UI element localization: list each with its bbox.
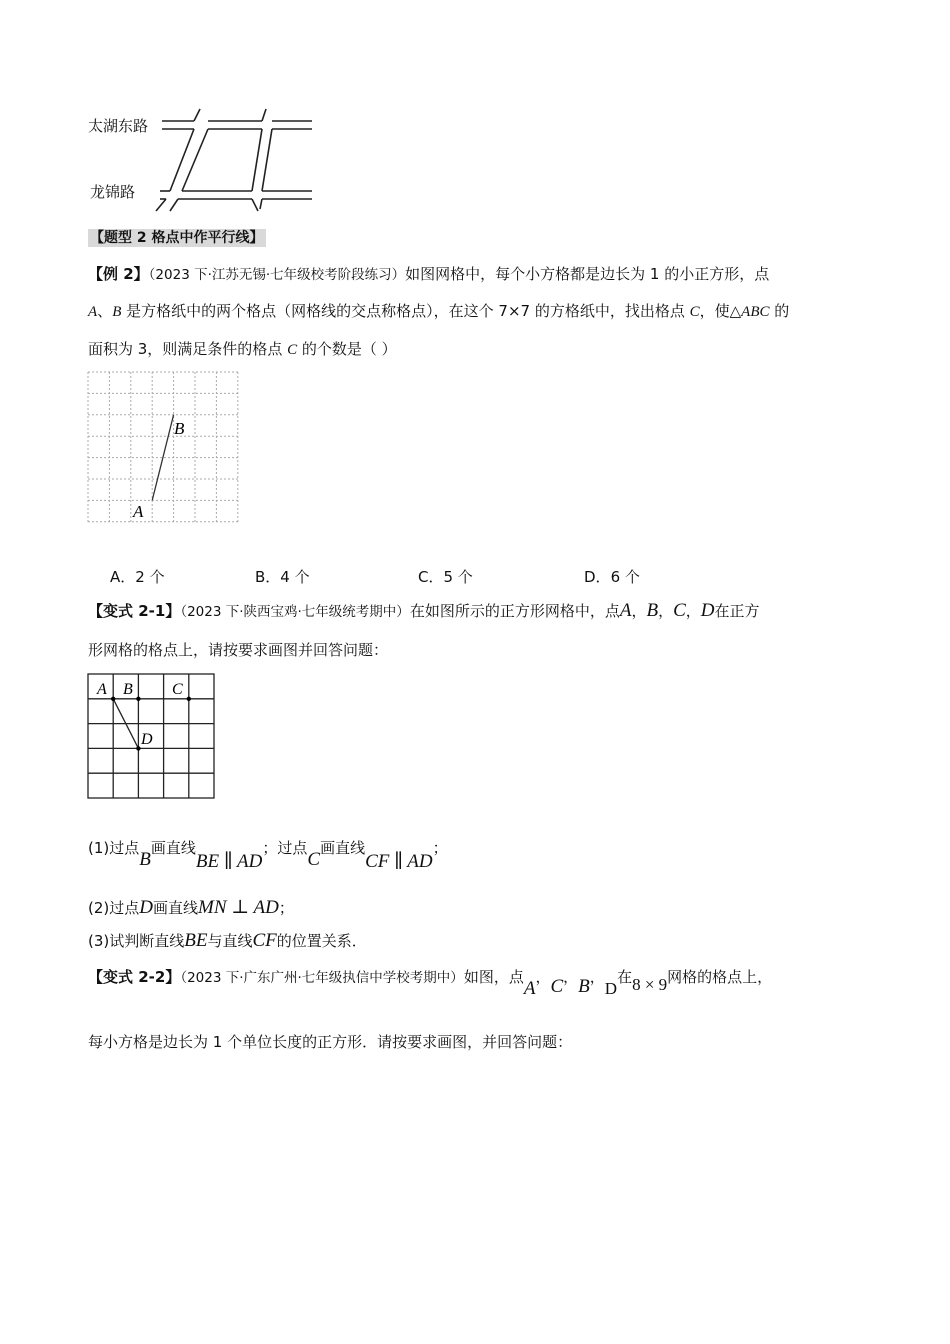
option-d-letter: D．	[584, 568, 611, 586]
q1-text5: ；	[432, 839, 448, 857]
sep: ，	[563, 968, 579, 986]
grid5-label-c: C	[172, 681, 183, 698]
option-b[interactable]	[255, 566, 310, 587]
option-d-text: 6 个	[610, 568, 640, 586]
v21-point-a: A	[619, 600, 632, 621]
option-c[interactable]	[418, 566, 473, 587]
v21-point-c: C	[673, 600, 686, 621]
variant21-source: （2023 下·陕西宝鸡·七年级统考期中）	[180, 604, 410, 620]
q2-line-mn: MN ⊥ AD	[198, 897, 279, 918]
variant22-line2: 每小方格是边长为 1 个单位长度的正方形．请按要求画图，并回答问题：	[88, 1033, 573, 1051]
example2-text3: ，使△	[699, 302, 742, 320]
variant21-line2: 形网格的格点上，请按要求画图并回答问题：	[88, 641, 389, 659]
example2-line2	[88, 301, 789, 322]
variant21-tag: 【变式 2-1】	[88, 602, 181, 620]
variant22-line1	[88, 966, 772, 1006]
example2-text5: 面积为 3，则满足条件的格点	[88, 340, 288, 358]
option-b-letter: B．	[255, 568, 281, 586]
grid-size: 8 × 9	[632, 975, 668, 994]
option-b-text: 4 个	[280, 568, 310, 586]
grid5-label-d: D	[141, 731, 153, 748]
example2-text6: 的个数是（ ）	[297, 340, 397, 358]
option-a-text: 2 个	[135, 568, 165, 586]
segment-ab	[152, 415, 173, 501]
q2-text3: ；	[278, 899, 294, 917]
v22-point-c: C	[550, 976, 564, 997]
dot-a	[111, 697, 115, 701]
q1-line-cf: CF ∥ AD	[365, 851, 433, 872]
variant21-q3	[88, 929, 367, 953]
dot-c	[187, 697, 191, 701]
option-a-letter: A．	[110, 568, 136, 586]
variant22-tag: 【变式 2-2】	[88, 968, 181, 986]
grid-5x5-figure	[86, 672, 218, 802]
q3-text3: 的位置关系．	[276, 932, 367, 950]
option-d[interactable]	[584, 566, 640, 587]
v21-point-b: B	[646, 600, 659, 621]
point-c-ref: C	[689, 304, 700, 320]
q3-text1: (3)试判断直线	[88, 932, 185, 950]
q1-line-be: BE ∥ AD	[195, 851, 263, 872]
example2-line1	[88, 264, 769, 285]
option-c-letter: C．	[418, 568, 444, 586]
sep: 、	[97, 302, 113, 320]
variant22-text1: 如图，点	[463, 968, 524, 986]
grid5-label-b: B	[123, 681, 133, 698]
point-a-ref: A	[88, 304, 98, 320]
sep: ，	[658, 602, 674, 620]
v22-point-d: D	[604, 979, 618, 998]
variant21-q1	[88, 836, 448, 872]
variant21-q2	[88, 896, 294, 920]
q1-point-c: C	[307, 849, 321, 870]
variant21-text1: 在如图所示的正方形网格中，点	[409, 602, 620, 620]
grid-label-b: B	[174, 419, 185, 438]
q1-point-b: B	[139, 849, 151, 870]
grid-label-a: A	[133, 502, 144, 521]
dot-d	[136, 746, 140, 750]
variant21-text2: 在正方	[714, 602, 760, 620]
variant22-source: （2023 下·广东广州·七年级执信中学校考期中）	[180, 970, 464, 986]
v21-point-d: D	[700, 600, 715, 621]
sep: ，	[535, 968, 551, 986]
q1-text2: 画直线	[150, 839, 196, 857]
grid-lines	[88, 372, 238, 522]
q2-text2: 画直线	[152, 899, 198, 917]
road-map-figure	[150, 105, 320, 215]
example2-text4: 的	[769, 302, 790, 320]
triangle-abc-ref: ABC	[741, 304, 770, 320]
example2-text1: 如图网格中，每个小方格都是边长为 1 的小正方形，点	[405, 265, 770, 283]
v22-point-b: B	[578, 976, 590, 997]
sep: ，	[631, 602, 647, 620]
example2-text2: 是方格纸中的两个格点（网格线的交点称格点），在这个 7×7 的方格纸中，找出格点	[121, 302, 690, 320]
q3-line-cf: CF	[252, 930, 277, 951]
example2-line3	[88, 339, 397, 360]
point-c-ref2: C	[287, 342, 298, 358]
option-a[interactable]	[110, 566, 165, 587]
point-b-ref: B	[112, 304, 122, 320]
example2-source: （2023 下·江苏无锡·七年级校考阶段练习）	[148, 267, 406, 283]
v22-point-a: A	[523, 978, 536, 999]
dot-b	[136, 697, 140, 701]
sep: ，	[685, 602, 701, 620]
grid5-label-a: A	[97, 681, 107, 698]
q3-text2: 与直线	[207, 932, 253, 950]
road-label-taihu: 太湖东路	[88, 117, 149, 135]
section-title: 【题型 2 格点中作平行线】	[90, 230, 264, 246]
q1-text3: ；过点	[262, 839, 308, 857]
road-label-longjin: 龙锦路	[90, 183, 136, 201]
variant22-text3: 网格的格点上，	[667, 968, 773, 986]
q1-text4: 画直线	[320, 839, 366, 857]
variant22-text2: 在	[617, 968, 633, 986]
sep: ，	[589, 968, 605, 986]
example2-tag: 【例 2】	[88, 265, 149, 283]
q1-text1: (1)过点	[88, 839, 140, 857]
grid-7x7-figure	[84, 368, 244, 528]
variant21-line1	[88, 600, 760, 623]
q2-point-d: D	[139, 897, 153, 918]
q3-line-be: BE	[184, 930, 208, 951]
q2-text1: (2)过点	[88, 899, 140, 917]
option-c-text: 5 个	[443, 568, 473, 586]
